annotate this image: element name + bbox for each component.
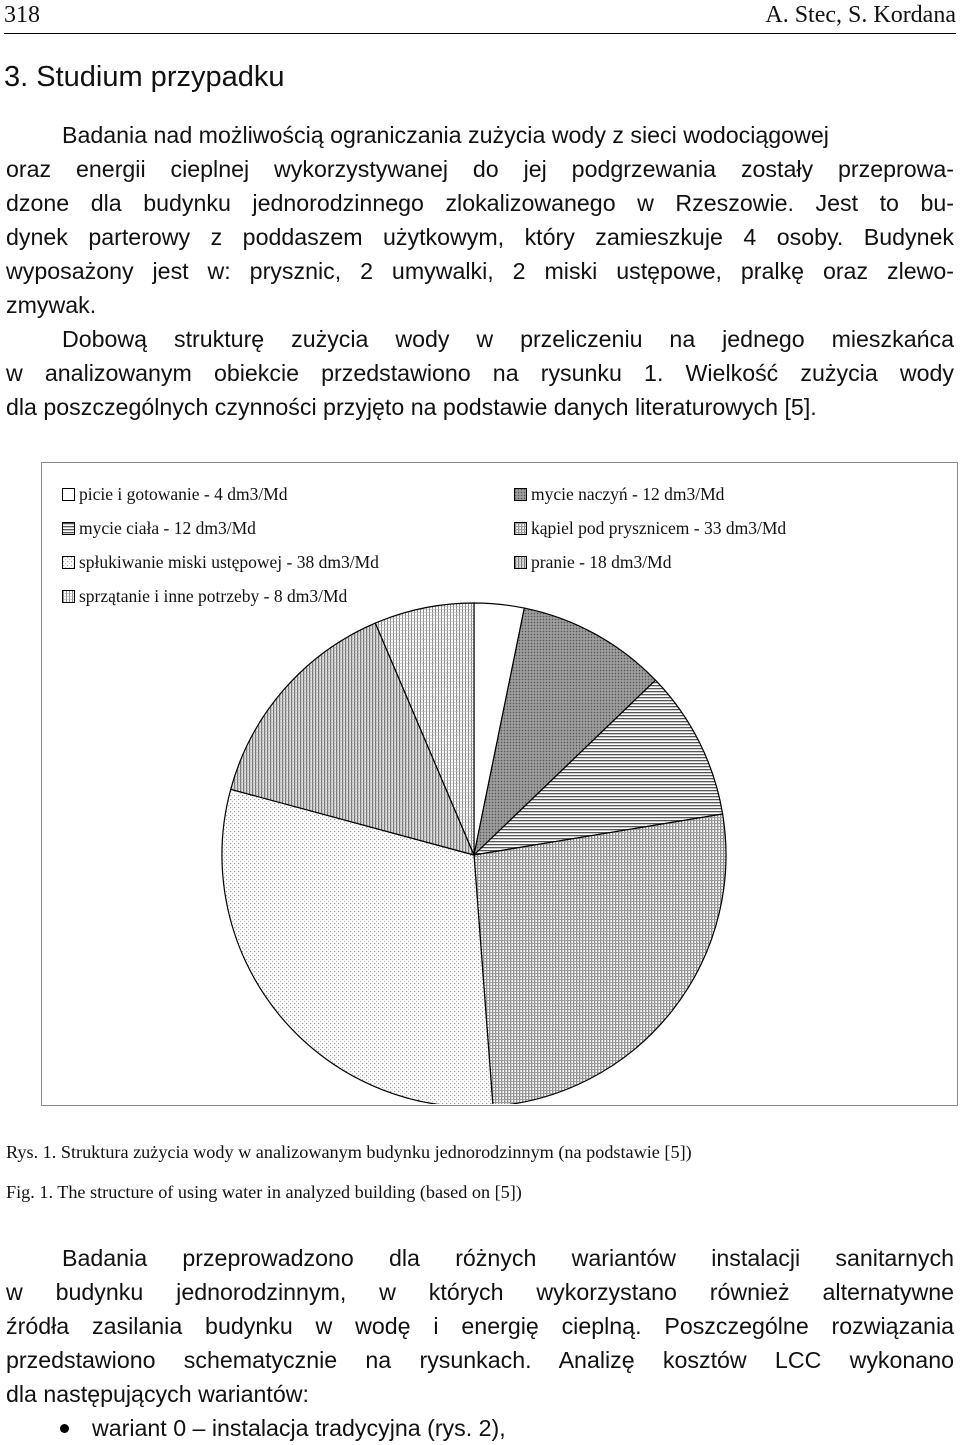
legend-label: kąpiel pod prysznicem - 33 dm3/Md [531, 518, 787, 538]
legend-label: mycie ciała - 12 dm3/Md [79, 518, 256, 538]
bullet-dot-icon [60, 1424, 69, 1433]
paragraph-line: w analizowanym obiekcie przedstawiono na rysunku 1. Wielkość zużycia wody [6, 360, 954, 386]
figure-caption-en: Fig. 1. The structure of using water in analyzed building (based on [5]) [6, 1182, 522, 1202]
paragraph-line: dynek parterowy z poddaszem użytkowym, który zamieszkuje 4 osoby. Budynek [6, 224, 954, 250]
section-title: 3. Studium przypadku [4, 61, 285, 93]
paragraph-3 [6, 1241, 954, 1411]
paragraph-line: w budynku jednorodzinnym, w których wykorzystano również alternatywne [6, 1279, 954, 1305]
paragraph-line: wyposażony jest w: prysznic, 2 umywalki, 2 miski ustępowe, pralkę oraz zlewo- [6, 258, 954, 284]
pie-slice [474, 814, 726, 1104]
pie-chart-frame [41, 462, 958, 1106]
figure-caption-pl: Rys. 1. Struktura zużycia wody w analizowanym budynku jednorodzinnym (na podstawie [5]) [6, 1142, 692, 1162]
pie-chart [42, 463, 956, 1104]
paragraph-line: źródła zasilania budynku w wodę i energię cieplną. Poszczególne rozwiązania [6, 1313, 954, 1339]
legend-label: picie i gotowanie - 4 dm3/Md [79, 484, 288, 504]
paragraph-2 [6, 322, 954, 424]
paragraph-line: dla następujących wariantów: [6, 1381, 309, 1407]
page-number: 318 [4, 2, 40, 28]
paragraph-line: Dobową strukturę zużycia wody w przeliczeniu na jednego mieszkańca [62, 326, 954, 352]
paragraph-line: zmywak. [6, 292, 97, 318]
paragraph-line: oraz energii cieplnej wykorzystywanej do jej podgrzewania zostały przeprowa- [6, 156, 954, 182]
paragraph-line: dla poszczególnych czynności przyjęto na podstawie danych literaturowych [5]. [6, 394, 817, 420]
running-header-authors: A. Stec, S. Kordana [765, 2, 956, 28]
paragraph-1 [6, 118, 954, 322]
legend-label: pranie - 18 dm3/Md [531, 552, 672, 572]
running-header [4, 0, 956, 30]
legend-label: sprzątanie i inne potrzeby - 8 dm3/Md [79, 586, 348, 606]
paragraph-line: Badania nad możliwością ograniczania zużycia wody z sieci wodociągowej [62, 122, 829, 148]
bullet-text: wariant 0 – instalacja tradycyjna (rys. 2), [92, 1415, 506, 1441]
header-rule [4, 33, 956, 34]
legend-label: spłukiwanie miski ustępowej - 38 dm3/Md [79, 552, 379, 572]
paragraph-line: Badania przeprowadzono dla różnych wariantów instalacji sanitarnych [62, 1245, 954, 1271]
paragraph-line: dzone dla budynku jednorodzinnego zlokalizowanego w Rzeszowie. Jest to bu- [6, 190, 954, 216]
paragraph-line: przedstawiono schematycznie na rysunkach. Analizę kosztów LCC wykonano [6, 1347, 954, 1373]
legend-label: mycie naczyń - 12 dm3/Md [531, 484, 725, 504]
